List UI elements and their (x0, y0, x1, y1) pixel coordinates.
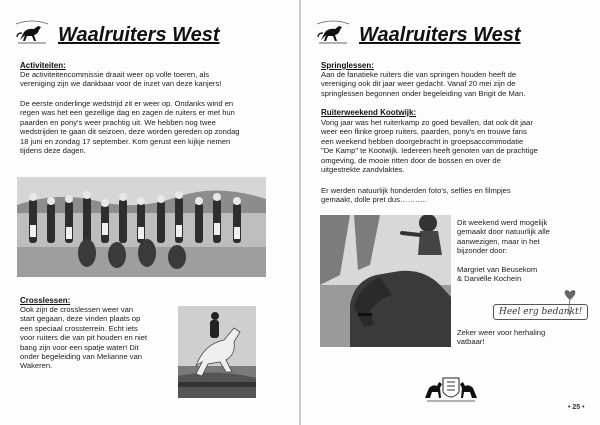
text-line: vereniging zijn we dankbaar voor de inzet van deze kanjers! (20, 79, 222, 89)
springlessen-heading: Springlessen: (321, 61, 374, 70)
activiteiten-heading: Activiteiten: (20, 61, 66, 70)
text-line: aanwezigen, maar in het (457, 236, 540, 246)
text-line: bang zijn voor een spatje water! Dit (20, 342, 139, 352)
text-line: een speciaal crossterrein. Echt iets (20, 323, 138, 333)
wedstrijd-text (20, 99, 240, 155)
text-line: 18 juni en zondag 17 september. Kom gerust een kijkje nemen (20, 136, 231, 146)
text-line: De eerste onderlinge wedstrijd zit er weer op. Ondanks wind en (20, 99, 234, 108)
text-line: Dit weekend werd mogelijk (457, 218, 548, 227)
text-line: Er werden natuurlijk honderden foto's, selfies en filmpjes (321, 186, 511, 195)
crosslessen-heading: Crosslessen: (20, 296, 71, 305)
text-line: bijzonder door: (457, 246, 508, 256)
activiteiten-text (20, 70, 221, 89)
group-photo (17, 177, 266, 277)
text-line: onder begeleiding van Melianne van (20, 352, 143, 362)
text-line: gemaakt, dolle pret dus……….. (321, 195, 427, 205)
text-line: wedstrijden te gaan dit seizoen, deze worden gereden op zondag (20, 127, 240, 137)
text-line: Zeker weer voor herhaling (457, 328, 546, 337)
text-line: een weekend hebben doorgebracht in groepsaccommodatie (321, 136, 524, 146)
text-line: start gegaan, deze vinden plaats op (20, 314, 141, 324)
cross-jump-photo (178, 306, 256, 398)
text-line: Aan de fanatieke ruiters die van springen houden heeft de (321, 70, 517, 79)
text-line: uitgestrekte zandvlaktes. (321, 165, 405, 175)
text-line: regen was het een gezellige dag en zagen de ruiters er met hun (20, 108, 235, 118)
crosslessen-text (20, 305, 147, 371)
crest-logo-icon (423, 374, 479, 409)
right-page (301, 0, 600, 425)
text-line (457, 256, 550, 265)
text-line: voor ruiters die van pit houden en niet (20, 333, 148, 343)
sponsor-text (457, 218, 550, 284)
foto-text (321, 186, 511, 205)
text-line: springlessen begonnen onder begeleiding van Brigit de Man. (321, 88, 526, 98)
page-title: Waalruiters West (58, 24, 220, 46)
text-line: Ook zijn de crosslessen weer van (20, 305, 134, 314)
thanks-note: Heel erg bedankt! (493, 304, 588, 320)
left-page (0, 0, 299, 425)
text-line: tijdens deze dagen. (20, 146, 86, 156)
text-line: Vorig jaar was het ruiterkamp zo goed bevallen, dat ook dit jaar (321, 118, 533, 127)
page-number-value: 25 (572, 404, 581, 411)
heart-balloon-icon (563, 288, 577, 323)
springlessen-text (321, 70, 525, 98)
ruiterweekend-text (321, 118, 538, 174)
text-line: Margriet van Beusekom (457, 265, 538, 275)
text-line: weer een flinke groep ruiters, paarden, pony's en trouwe fans (321, 127, 527, 137)
text-line: Wakeren. (20, 361, 53, 371)
ruiterweekend-heading: Ruiterweekend Kootwijk: (321, 108, 417, 117)
text-line: vatbaar! (457, 337, 485, 347)
horse-logo-icon (315, 18, 351, 46)
text-line: De activiteitencommissie draait weer op volle toeren, als (20, 70, 210, 79)
text-line: paarden en pony's weer prachtig uit. We hebben nog twee (20, 117, 216, 127)
text-line: & Daniëlle Kochein (457, 274, 522, 284)
text-line: vereniging ook dit jaar weer gedacht. Vanaf 20 mei zijn de (321, 79, 516, 89)
page-number: • 25 • (568, 404, 585, 411)
closing-text (457, 328, 545, 347)
horse-logo-icon (14, 18, 50, 46)
page-title: Waalruiters West (359, 24, 521, 46)
horse-rider-photo (320, 215, 451, 347)
text-line: "De Kamp" te Kootwijk. Iedereen heeft genoten van de prachtige (321, 146, 538, 156)
text-line: gemaakt door natuurlijk alle (457, 227, 550, 237)
text-line: omgeving, de mooie ritten door de bossen en over de (321, 155, 501, 165)
